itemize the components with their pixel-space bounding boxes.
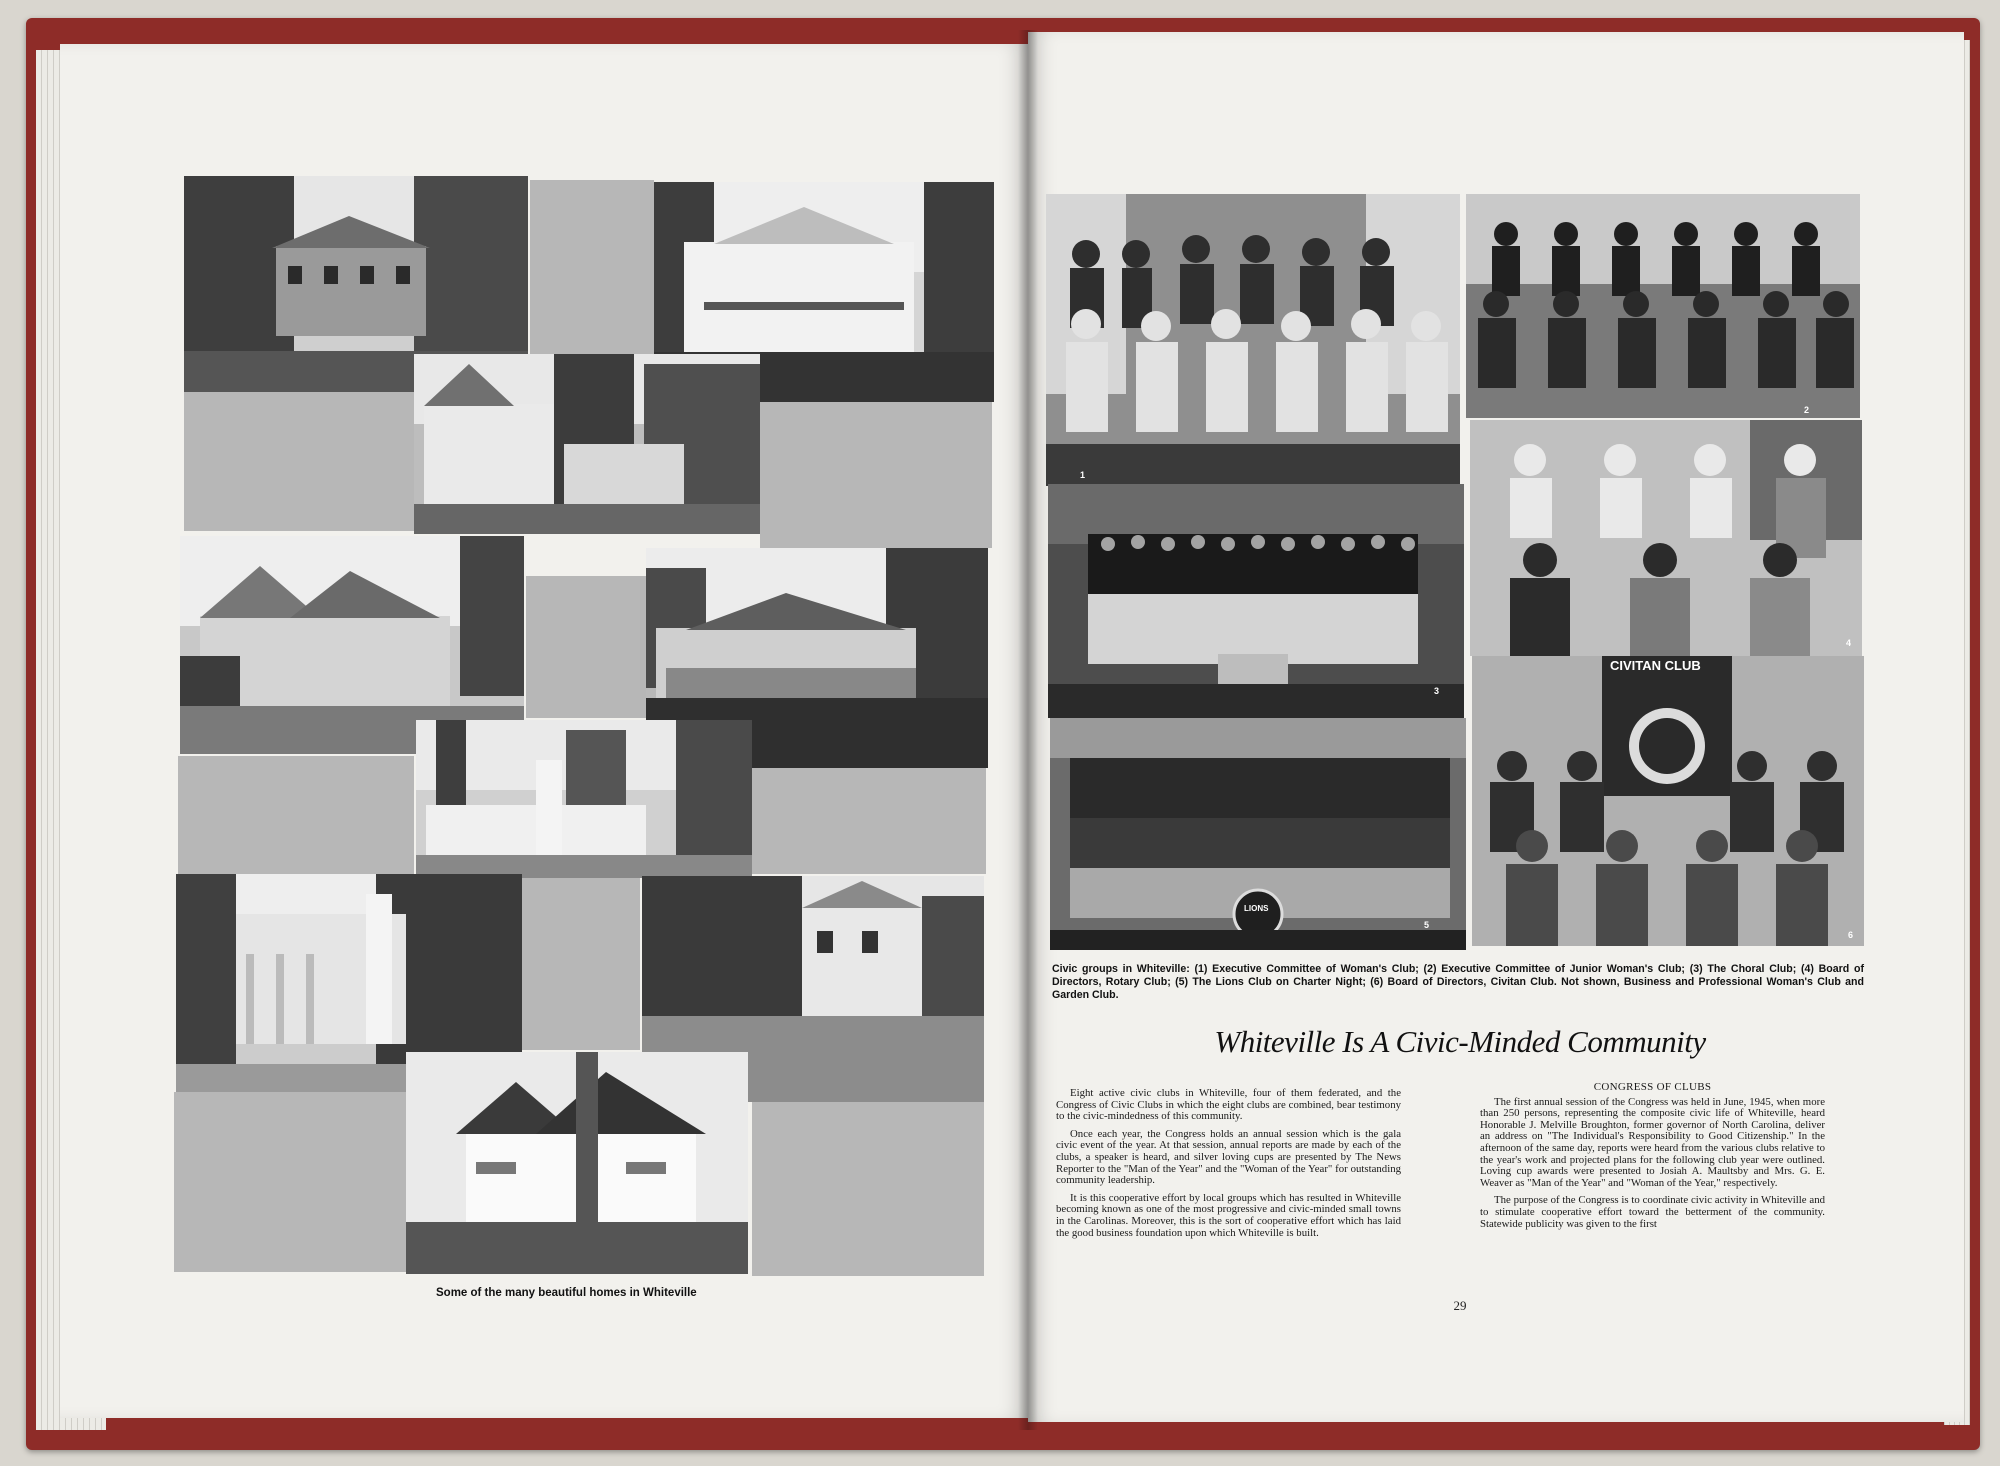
gray-panel [752, 766, 986, 874]
paragraph: The first annual session of the Congress was held in June, 1945, when more than 250 persons, representing the composite civic life of Whiteville, heard Honorable J. Melville Broughton, former governor of North Carolina, deliver an address on "The Individual's Responsibility to Good Citizenship." In the afternoon of the same day, reports were heard from the various clubs relative to the year's work and projected plans for the following club year were outlined. Loving cup awards were presented to Josiah A. Maultsby and Mrs. G. E. Weaver as "Man of the Year" and "Woman of the Year," respectively. [1480, 1095, 1825, 1189]
section-subhead: CONGRESS OF CLUBS [1593, 1081, 1712, 1093]
article-headline: Whiteville Is A Civic-Minded Community [1214, 1024, 1706, 1059]
gray-panel [530, 180, 654, 356]
civic-photo-rotary-club [1470, 420, 1862, 656]
gray-panel [520, 870, 640, 1050]
article-column-1 [1056, 1088, 1401, 1245]
photo-number: 4 [1846, 638, 1852, 648]
page-number: 29 [1453, 1298, 1467, 1313]
gray-panel [752, 1100, 984, 1276]
house-photo-6 [416, 720, 752, 878]
photo-number: 5 [1424, 920, 1430, 930]
civic-photo-junior-woman-club [1466, 194, 1860, 418]
paragraph: It is this cooperative effort by local groups which has resulted in Whiteville becoming known as one of the most progressive and civic-minded small towns in the Carolinas. Moreover, this is the sort of cooperative effort which has laid the good business foundation upon which Whiteville is built. [1056, 1191, 1401, 1239]
civitan-banner-text: CIVITAN CLUB [1610, 658, 1701, 673]
paragraph: Once each year, the Congress holds an annual session which is the gala civic event of the year. At that session, annual reports are made by each of the clubs, a speaker is heard, and silver loving cups are presented by The News Reporter to the "Man of the Year" and the "Woman of the Year" for outstanding community leadership. [1056, 1127, 1401, 1187]
civic-groups-caption: Civic groups in Whiteville: (1) Executive Committee of Woman's Club; (2) Executive Committee of Junior Woman's Club; (3) The Choral Club; (4) Board of Directors, Rotary Club; (5) The Lions Club on Charter Night; (6) Board of Directors, Civitan Club. Not shown, Business and Professional Woman's Club and Garden Club. [1052, 963, 1864, 1001]
book-gutter [1018, 30, 1038, 1430]
photo-number: 3 [1434, 686, 1440, 696]
photo-number: 1 [1080, 470, 1086, 480]
photo-number: 2 [1804, 405, 1810, 415]
homes-caption: Some of the many beautiful homes in Whiteville [436, 1287, 697, 1299]
civic-photo-woman-club [1046, 194, 1460, 486]
gray-panel [178, 756, 414, 874]
gray-panel [174, 1092, 406, 1272]
house-photo-3 [414, 354, 760, 534]
photo-number: 6 [1848, 930, 1854, 940]
civic-photo-lions-club [1050, 718, 1466, 950]
article-column-2 [1480, 1082, 1825, 1236]
lions-emblem-text: LIONS [1244, 904, 1269, 913]
house-photo-9 [406, 1052, 748, 1274]
gray-panel [526, 576, 646, 718]
paragraph: The purpose of the Congress is to coordinate civic activity in Whiteville and to stimulate cooperative effort toward the betterment of the community. Statewide publicity was given to the first [1480, 1194, 1825, 1230]
civic-photo-civitan-club [1472, 656, 1864, 946]
civic-photo-choral-club [1048, 484, 1464, 718]
paragraph: Eight active civic clubs in Whiteville, four of them federated, and the Congress of Civic Clubs in which the eight clubs are combined, bear testimony to the civic-mindedness of this community. [1056, 1087, 1401, 1123]
